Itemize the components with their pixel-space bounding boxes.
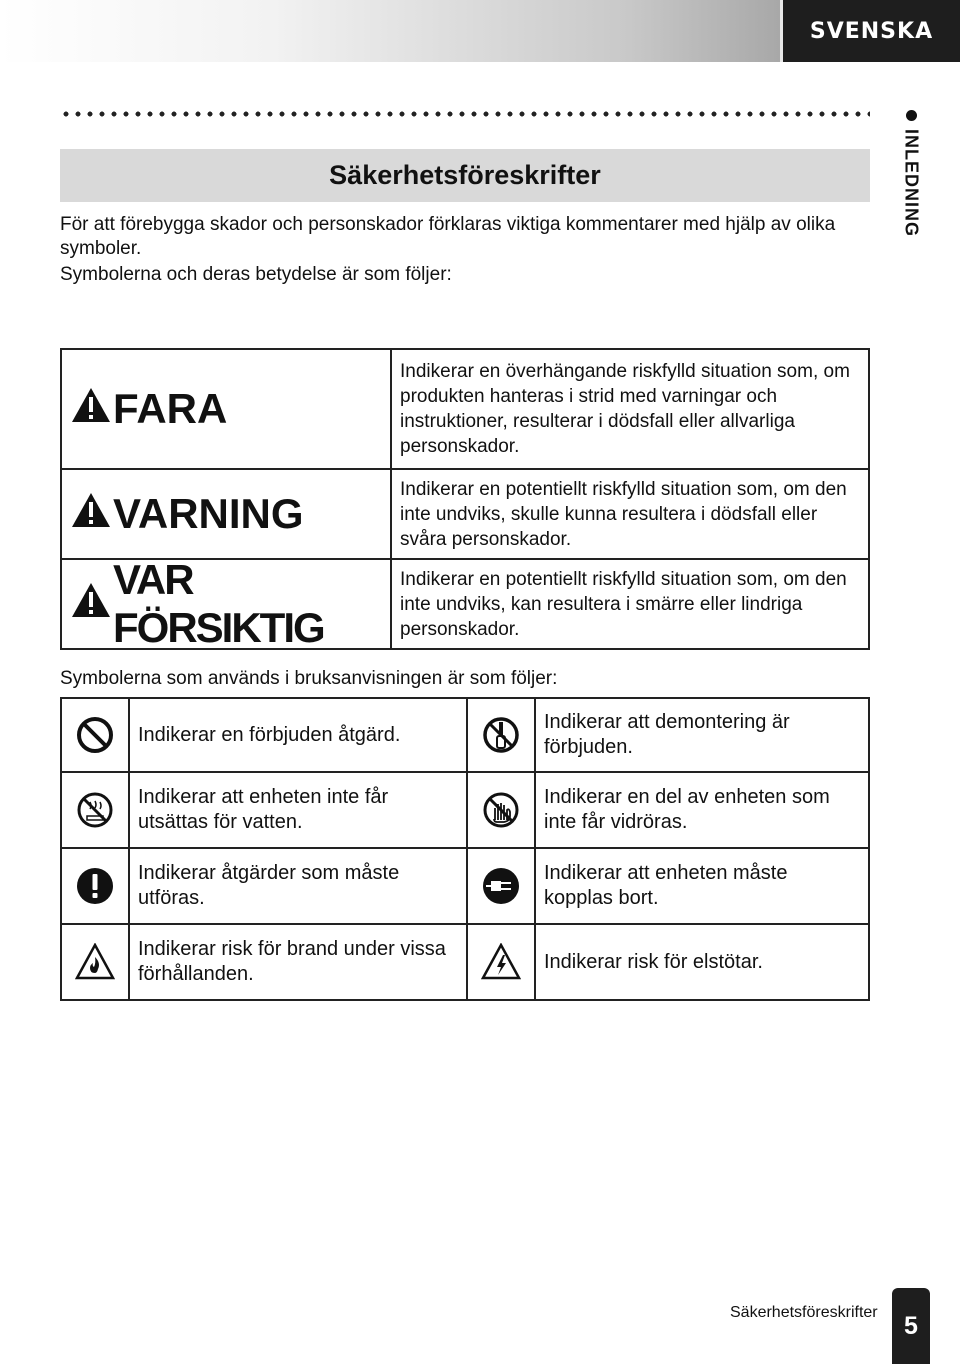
- language-tab: SVENSKA: [783, 0, 960, 62]
- warning-description: Indikerar en potentiellt riskfylld situation som, om den inte undviks, skulle kunna resultera i dödsfall eller svåra personskador.: [391, 469, 869, 559]
- symbol-description: Indikerar risk för elstötar.: [535, 924, 869, 1000]
- warning-label-varning: [63, 471, 389, 557]
- table-row: [61, 848, 869, 924]
- header-band: [0, 0, 780, 62]
- warning-description: Indikerar en potentiellt riskfylld situation som, om den inte undviks, kan resultera i smärre eller lindriga personskador.: [391, 559, 869, 649]
- warning-row-varning: [61, 469, 869, 559]
- symbol-description: Indikerar en del av enheten som inte får vidröras.: [535, 772, 869, 848]
- table-row: [61, 772, 869, 848]
- unplug-icon: [469, 866, 533, 906]
- symbols-table: [60, 697, 870, 1001]
- table-row: [61, 698, 869, 772]
- section-title-bar: [60, 149, 870, 202]
- symbol-description: Indikerar risk för brand under vissa förhållanden.: [129, 924, 467, 1000]
- symbol-description: Indikerar åtgärder som måste utföras.: [129, 848, 467, 924]
- no-water-icon: [63, 790, 127, 830]
- warning-label-fara: [63, 354, 389, 464]
- side-chapter-tab: [898, 110, 924, 250]
- table-row: [61, 924, 869, 1000]
- warning-label-text: VARNING: [113, 490, 304, 537]
- symbol-description: Indikerar en förbjuden åtgärd.: [129, 698, 467, 772]
- warning-label-text: FARA: [113, 385, 228, 432]
- electric-shock-icon: [469, 943, 533, 981]
- warning-row-forsiktig: [61, 559, 869, 649]
- fire-hazard-icon: [63, 943, 127, 981]
- symbol-description: Indikerar att enheten inte får utsättas för vatten.: [129, 772, 467, 848]
- mandatory-action-icon: [63, 866, 127, 906]
- warning-label-text: VAR FÖRSIKTIG: [113, 556, 324, 651]
- warning-description: Indikerar en överhängande riskfylld situation som, om produkten hanteras i strid med varningar och instruktioner, resulterar i dödsfall eller allvarliga personskador.: [391, 349, 869, 469]
- page-title: Säkerhetsföreskrifter: [329, 160, 601, 190]
- no-touch-icon: [469, 790, 533, 830]
- side-chapter-label: INLEDNING: [901, 129, 922, 237]
- bullet-icon: [906, 110, 917, 121]
- symbol-description: Indikerar att enheten måste kopplas bort.: [535, 848, 869, 924]
- symbols-intro: Symbolerna som används i bruksanvisningen är som följer:: [60, 668, 558, 689]
- warning-row-fara: [61, 349, 869, 469]
- dotted-divider: [60, 108, 870, 120]
- symbol-description: Indikerar att demontering är förbjuden.: [535, 698, 869, 772]
- warning-triangle-icon: [71, 490, 111, 538]
- warning-levels-table: [60, 348, 870, 650]
- symbols-meaning-line: Symbolerna och deras betydelse är som följer:: [60, 264, 452, 285]
- prohibited-icon: [63, 715, 127, 755]
- intro-text: [60, 213, 875, 287]
- page-number: 5: [892, 1288, 930, 1364]
- warning-label-var-forsiktig: [63, 556, 389, 651]
- footer-section-label: Säkerhetsföreskrifter: [730, 1304, 878, 1321]
- intro-paragraph: För att förebygga skador och personskador förklaras viktiga kommentarer med hjälp av olika symboler.: [60, 214, 836, 259]
- warning-triangle-icon: [71, 580, 111, 628]
- warning-triangle-icon: [71, 385, 111, 433]
- no-disassembly-icon: [469, 715, 533, 755]
